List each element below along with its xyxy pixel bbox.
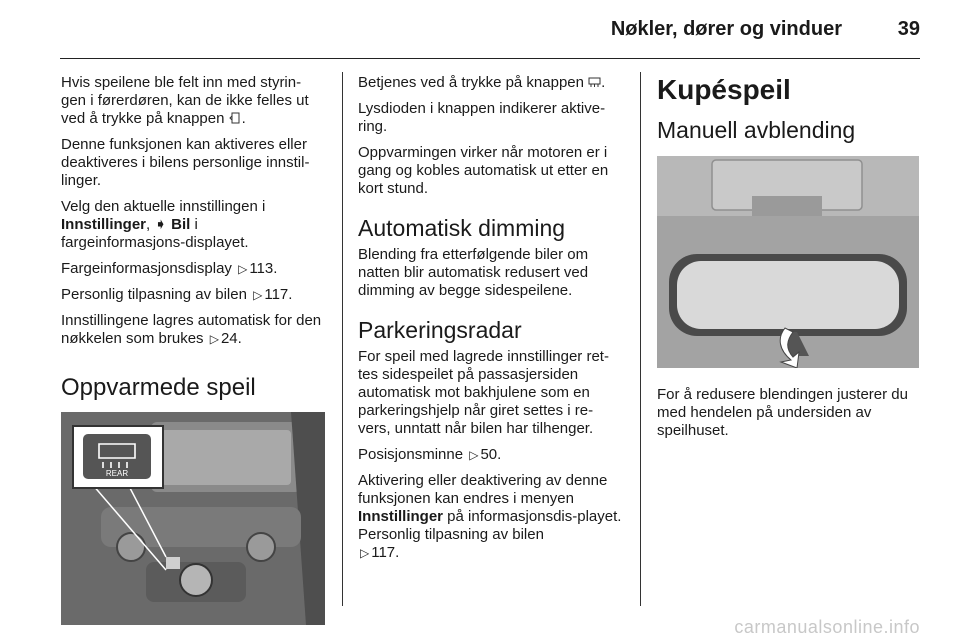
paragraph-auto-dimming: Blending fra etterfølgende biler om natten blir automatisk redusert ved dimming av begge sidespeilene. bbox=[358, 246, 589, 299]
paragraph-operate-button: Betjenes ved å trykke på knappen . bbox=[358, 74, 606, 91]
paragraph-key-memory: Innstillingene lagres automatisk for den nøkkelen som brukes ▷ 24. bbox=[61, 312, 322, 347]
page-reference-icon: ▷ bbox=[209, 332, 219, 346]
reference-position-memory: Posisjonsminne ▷ 50. bbox=[358, 446, 502, 463]
page-header-title: Nøkler, dører og vinduer bbox=[610, 18, 842, 40]
paragraph-parking-radar: For speil med lagrede innstillinger ret-tes sidespeilet på passasjersiden automatisk mot bakhjulene som en parkeringshjelp når giret settes i re-vers, unntatt når bilen har tilhenger. bbox=[358, 348, 609, 437]
dashboard-image bbox=[61, 412, 325, 625]
reference-personalization: Personlig tilpasning av bilen ▷ 117. bbox=[61, 286, 293, 303]
column-divider-1 bbox=[342, 72, 343, 606]
page-reference-icon: ▷ bbox=[253, 288, 263, 302]
heading-interior-mirror: Kupéspeil bbox=[657, 74, 791, 105]
heading-parking-radar: Parkeringsradar bbox=[358, 317, 522, 343]
reference-color-display: Fargeinformasjonsdisplay ▷ 113. bbox=[61, 260, 278, 277]
arrow-icon: ➧ bbox=[154, 216, 167, 233]
mirror-image bbox=[657, 156, 919, 368]
watermark: carmanualsonline.info bbox=[734, 617, 920, 637]
column-divider-2 bbox=[640, 72, 641, 606]
mirror-illustration bbox=[657, 156, 919, 368]
heading-heated-mirrors: Oppvarmede speil bbox=[61, 374, 256, 401]
paragraph-personalization: Denne funksjonen kan aktiveres eller deaktiveres i bilens personlige innstil-linger. bbox=[61, 136, 310, 189]
header-rule bbox=[60, 58, 920, 59]
page-reference-icon: ▷ bbox=[469, 448, 479, 462]
page-number: 39 bbox=[897, 18, 920, 40]
page-reference-icon: ▷ bbox=[238, 262, 248, 276]
rear-defrost-label: REAR bbox=[105, 469, 129, 478]
mirror-fold-icon bbox=[229, 112, 242, 124]
heading-auto-dimming: Automatisk dimming bbox=[358, 215, 566, 241]
paragraph-manual-dimming: For å redusere blendingen justerer du med hendelen på undersiden av speilhuset. bbox=[657, 386, 908, 439]
paragraph-led-indicator: Lysdioden i knappen indikerer aktive-ring. bbox=[358, 100, 606, 135]
column-right bbox=[657, 74, 922, 448]
paragraph-settings-path: Velg den aktuelle innstillingen i Innstillinger, ➧ Bil i fargeinformasjons-displayet. bbox=[61, 198, 266, 251]
settings-menu-term: Innstillinger bbox=[358, 508, 444, 525]
vehicle-menu-term: Bil bbox=[171, 216, 191, 233]
paragraph-fold-mirrors: Hvis speilene ble felt inn med styrin-gen i førerdøren, kan de ikke felles ut ved å trykke på knappen . bbox=[61, 74, 309, 127]
rear-defrost-icon bbox=[588, 76, 601, 88]
dashboard-illustration bbox=[61, 412, 325, 625]
paragraph-heating-operation: Oppvarmingen virker når motoren er i gang og kobles automatisk ut etter en kort stund. bbox=[358, 144, 609, 197]
paragraph-activation: Aktivering eller deaktivering av denne funksjonen kan endres i menyen Innstillinger på informasjonsdis-playet. Personlig tilpasning av bilen ▷ 117. bbox=[358, 472, 622, 561]
column-middle bbox=[358, 74, 624, 570]
settings-menu-term: Innstillinger bbox=[61, 216, 147, 233]
column-left bbox=[61, 74, 326, 625]
page-reference-icon: ▷ bbox=[360, 546, 370, 560]
heading-manual-dimming: Manuell avblending bbox=[657, 117, 856, 143]
